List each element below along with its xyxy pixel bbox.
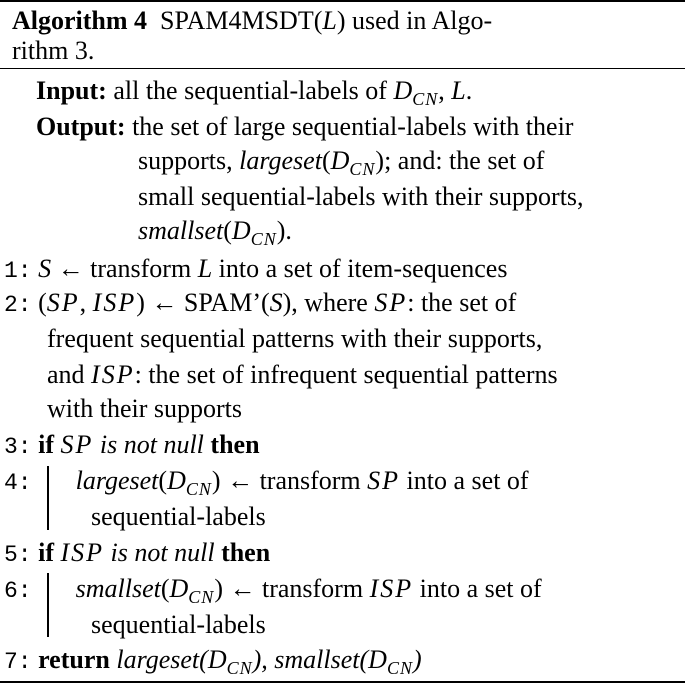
paren-close: ): [214, 574, 223, 603]
sub-cn: CN: [188, 587, 215, 607]
var-sp: SP: [60, 430, 94, 459]
paren-open: (: [158, 466, 168, 495]
top-rule: [0, 0, 685, 2]
line-number: 2:: [4, 292, 32, 318]
keyword-if: if: [38, 538, 54, 567]
transform-text: ← transform: [227, 466, 361, 495]
output-d-2: D: [231, 216, 251, 245]
output-smallset: smallset: [138, 216, 224, 245]
keyword-then: then: [210, 430, 260, 459]
transform-text: ← transform: [229, 574, 364, 603]
fn-largeset: largeset: [75, 466, 159, 495]
var-isp: ISP: [92, 288, 137, 317]
step-2-line-4: with their supports: [47, 394, 242, 423]
input-comma: ,: [438, 76, 445, 105]
input-d: D: [393, 76, 413, 105]
input-end: .: [465, 76, 473, 105]
line-number: 7:: [4, 649, 32, 675]
output-text-2: ); and: the set of: [375, 146, 545, 175]
output-cn: CN: [349, 159, 376, 179]
output-line-2: [138, 144, 544, 180]
step-2: [4, 286, 516, 322]
step-7: [4, 643, 422, 679]
keyword-return: return: [38, 645, 110, 674]
output-largeset: largeset: [239, 146, 322, 175]
bottom-rule: [0, 681, 685, 683]
middle-rule: [0, 68, 685, 69]
step-6: [4, 572, 542, 608]
algorithm-label: Algorithm 4: [12, 6, 148, 35]
paren-close: ): [136, 288, 145, 317]
step-5: [4, 536, 270, 572]
fn-smallset: smallset: [75, 574, 161, 603]
line-number: 1:: [4, 258, 32, 284]
algorithm-caption-line2: rithm 3.: [12, 36, 95, 65]
comma: ,: [79, 288, 87, 317]
keyword-then: then: [221, 538, 271, 567]
line-number: 6:: [4, 578, 32, 604]
algorithm-caption: [12, 4, 492, 38]
input-text: all the sequential-labels of: [113, 76, 387, 105]
step-1-text: ← transform: [57, 254, 192, 283]
output-cn-2: CN: [250, 229, 277, 249]
output-line-3: small sequential-labels with their supports,: [138, 182, 584, 211]
step-2-line-3: [47, 358, 558, 392]
input-line: [36, 74, 472, 110]
input-cn: CN: [412, 89, 439, 109]
paren-close: ): [412, 645, 422, 674]
step-2-text: : the set of: [407, 288, 517, 317]
step-4-rest: into a set of: [406, 466, 529, 495]
paren-open: (: [160, 574, 170, 603]
sub-cn: CN: [226, 658, 253, 678]
caption-rest: ) used in Algo-: [336, 6, 493, 35]
var-isp: ISP: [91, 360, 135, 389]
fn-largeset: largeset(: [116, 645, 208, 674]
var-sp: SP: [46, 288, 80, 317]
output-paren-2: (: [223, 216, 232, 245]
output-line-4: [138, 214, 292, 250]
var-isp: ISP: [60, 538, 105, 567]
output-line-1: [36, 110, 573, 144]
input-l: L: [451, 76, 466, 105]
keyword-if: if: [38, 430, 54, 459]
step-3: [4, 428, 260, 464]
paren-open: (: [38, 288, 47, 317]
caption-text: SPAM4MSDT(: [160, 6, 323, 35]
sub-cn: CN: [386, 658, 413, 678]
step-2-line-2: frequent sequential patterns with their supports,: [47, 324, 543, 353]
spam-call: ← SPAM’(: [151, 288, 270, 317]
output-text-1: the set of large sequential-labels with their: [132, 112, 574, 141]
var-sp: SP: [367, 466, 401, 495]
step-4: [4, 464, 529, 500]
var-sp: SP: [374, 288, 408, 317]
var-isp: ISP: [369, 574, 414, 603]
output-close-2: ).: [276, 216, 292, 245]
input-label: Input:: [36, 76, 107, 105]
condition-text: is not null: [99, 430, 204, 459]
where-text: ), where: [282, 288, 368, 317]
line-number: 3:: [4, 434, 32, 460]
step-6-rest: into a set of: [419, 574, 542, 603]
var-d: D: [207, 645, 227, 674]
and-text: and: [47, 360, 85, 389]
step-1-rest: into a set of item-sequences: [218, 254, 508, 283]
sub-cn: CN: [185, 479, 212, 499]
line-number: 5:: [4, 542, 32, 568]
var-d: D: [167, 466, 186, 495]
output-supports: supports,: [138, 146, 233, 175]
step-4-line-2: sequential-labels: [91, 502, 266, 531]
line-number: 4:: [4, 470, 32, 496]
fn-smallset: smallset(: [274, 645, 369, 674]
paren-close: ): [211, 466, 221, 495]
output-d: D: [330, 146, 350, 175]
step-1: [4, 252, 507, 288]
step-2-line-3-text: : the set of infrequent sequential patterns: [134, 360, 558, 389]
condition-text: is not null: [110, 538, 215, 567]
var-l: L: [197, 254, 213, 283]
output-paren: (: [321, 146, 331, 175]
var-d: D: [169, 574, 189, 603]
var-s: S: [269, 288, 283, 317]
step-6-line-2: sequential-labels: [91, 610, 266, 639]
output-label: Output:: [36, 112, 126, 141]
var-d: D: [368, 645, 387, 674]
var-s: S: [38, 254, 52, 283]
paren-close: ),: [252, 645, 268, 674]
caption-arg: L: [322, 6, 337, 35]
